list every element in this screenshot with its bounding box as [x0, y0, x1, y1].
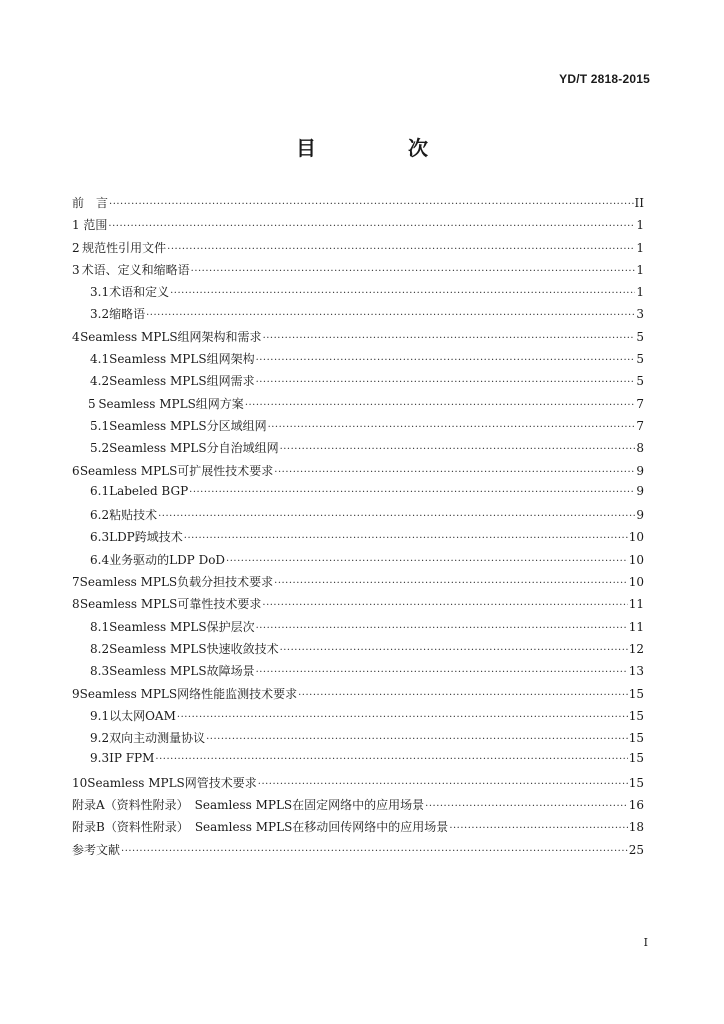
toc-entry-number: 4: [72, 329, 80, 344]
toc-entry-number: 6.3: [90, 530, 110, 545]
toc-leader-dots: [262, 600, 627, 611]
toc-entry-number: 1: [72, 218, 80, 233]
toc-entry-page: 5: [636, 329, 644, 344]
toc-entry[interactable]: [72, 372, 644, 394]
toc-entry-label: IP FPM: [109, 751, 155, 766]
toc-entry[interactable]: [72, 685, 644, 707]
toc-entry[interactable]: [72, 751, 644, 773]
toc-entry[interactable]: [72, 573, 644, 595]
toc-leader-dots: [425, 801, 628, 812]
toc-leader-dots: [256, 355, 636, 366]
toc-entry[interactable]: [72, 484, 644, 506]
toc-leader-dots: [256, 623, 628, 634]
toc-entry[interactable]: [72, 551, 644, 573]
toc-entry-label: 缩略语: [109, 307, 146, 322]
toc-entry-label: 术语和定义: [109, 285, 170, 300]
toc-entry[interactable]: [72, 707, 644, 729]
toc-entry-page: 15: [628, 731, 644, 746]
toc-entry-page: 1: [636, 285, 644, 300]
toc-entry-number: 5: [88, 396, 96, 411]
toc-entry-label: Seamless MPLS可靠性技术要求: [79, 597, 262, 612]
toc-entry-label: Seamless MPLS快速收敛技术: [109, 641, 279, 656]
toc-entry[interactable]: [72, 417, 644, 439]
toc-entry-page: 10: [628, 575, 644, 590]
toc-entry-page: 8: [636, 441, 644, 456]
toc-entry-label: 术语、定义和缩略语: [81, 262, 190, 277]
toc-entry-label: 以太网OAM: [109, 708, 176, 723]
toc-entry-number: 10: [72, 775, 88, 790]
toc-entry-number: 9.2: [90, 731, 110, 746]
toc-entry[interactable]: [72, 216, 644, 238]
toc-entry[interactable]: [72, 462, 644, 484]
toc-entry-label: 范围: [83, 218, 108, 233]
toc-entry-number: 2: [72, 240, 80, 255]
toc-entry-label: Seamless MPLS分区域组网: [109, 418, 267, 433]
toc-entry[interactable]: [72, 774, 644, 796]
toc-entry-label: 粘贴技术: [109, 508, 158, 523]
toc-leader-dots: [256, 377, 636, 388]
toc-leader-dots: [170, 288, 635, 299]
toc-entry-number: 9.1: [90, 708, 110, 723]
toc-leader-dots: [108, 221, 635, 232]
toc-entry-label: Seamless MPLS网管技术要求: [87, 775, 257, 790]
toc-entry-label: 附录B（资料性附录） Seamless MPLS在移动回传网络中的应用场景: [72, 820, 449, 835]
toc-leader-dots: [184, 533, 628, 544]
toc-entry-page: 16: [628, 798, 644, 813]
toc-entry[interactable]: [72, 283, 644, 305]
toc-leader-dots: [274, 467, 635, 478]
toc-leader-dots: [449, 823, 627, 834]
toc-leader-dots: [256, 667, 628, 678]
toc-leader-dots: [258, 779, 628, 790]
toc-entry-page: 15: [628, 686, 644, 701]
toc-entry-number: 6.1: [90, 483, 110, 498]
toc-entry-label: 附录A（资料性附录） Seamless MPLS在固定网络中的应用场景: [72, 798, 425, 813]
toc-entry-label: Labeled BGP: [109, 483, 189, 498]
toc-entry[interactable]: [72, 439, 644, 461]
toc-leader-dots: [280, 645, 628, 656]
toc-leader-dots: [280, 444, 636, 455]
toc-leader-dots: [189, 487, 635, 498]
toc-entry-page: 9: [636, 463, 644, 478]
toc-leader-dots: [167, 244, 635, 255]
toc-entry-number: 3.2: [90, 307, 110, 322]
toc-entry-page: 7: [636, 418, 644, 433]
toc-entry-label: 双向主动测量协议: [109, 731, 206, 746]
toc-entry-page: II: [634, 196, 644, 210]
toc-entry-page: 7: [636, 396, 644, 411]
toc-entry-page: 11: [628, 619, 644, 634]
toc-entry-label: Seamless MPLS组网需求: [109, 374, 255, 389]
toc-entry-page: 10: [628, 530, 644, 545]
toc-entry-number: 7: [72, 575, 80, 590]
toc-leader-dots: [177, 712, 628, 723]
toc-entry-page: 15: [628, 751, 644, 766]
page-title: 目 次: [296, 136, 464, 160]
toc-entry-page: 10: [628, 552, 644, 567]
toc-entry-label: Seamless MPLS分自治域组网: [109, 441, 279, 456]
page-number: I: [643, 936, 648, 949]
toc-leader-dots: [263, 333, 636, 344]
toc-entry[interactable]: [72, 506, 644, 528]
toc-leader-dots: [121, 846, 628, 857]
toc-entry-page: 5: [636, 374, 644, 389]
toc-leader-dots: [109, 199, 634, 210]
toc-leader-dots: [191, 266, 636, 277]
toc-entry-label: 前 言: [72, 196, 109, 210]
toc-entry-number: 5.1: [90, 418, 110, 433]
toc-entry[interactable]: [72, 261, 644, 283]
toc-entry[interactable]: [72, 305, 644, 327]
toc-entry[interactable]: [72, 796, 644, 818]
toc-entry-label: Seamless MPLS可扩展性技术要求: [79, 463, 274, 478]
toc-leader-dots: [274, 578, 628, 589]
toc-entry-page: 25: [628, 842, 644, 857]
toc-entry[interactable]: [72, 618, 644, 640]
toc-entry-page: 1: [636, 218, 644, 233]
toc-leader-dots: [268, 422, 636, 433]
toc-entry-label: Seamless MPLS组网架构: [109, 352, 255, 367]
toc-entry-label: Seamless MPLS组网方案: [98, 396, 244, 411]
toc-entry-label: Seamless MPLS组网架构和需求: [80, 329, 262, 344]
toc-entry-number: 9.3: [90, 751, 110, 766]
document-code: YD/T 2818-2015: [559, 72, 650, 86]
toc-entry[interactable]: [72, 595, 644, 617]
toc-entry-number: 8.3: [90, 664, 110, 679]
toc-leader-dots: [226, 556, 628, 567]
toc-entry[interactable]: [72, 350, 644, 372]
toc-entry-page: 15: [628, 708, 644, 723]
toc-entry[interactable]: [72, 239, 644, 261]
toc-entry[interactable]: [72, 841, 644, 863]
toc-entry-label: Seamless MPLS保护层次: [109, 619, 255, 634]
toc-entry-page: 1: [636, 262, 644, 277]
toc-entry-number: 8: [72, 597, 80, 612]
toc-leader-dots: [155, 754, 627, 765]
toc-entry-page: 3: [636, 307, 644, 322]
toc-entry[interactable]: [72, 640, 644, 662]
toc-leader-dots: [298, 690, 628, 701]
toc-entry-page: 1: [636, 240, 644, 255]
toc-entry-number: 6.4: [90, 552, 110, 567]
toc-entry-number: 9: [72, 686, 80, 701]
toc-entry-page: 13: [628, 664, 644, 679]
toc-entry-page: 5: [636, 352, 644, 367]
toc-entry[interactable]: [72, 528, 644, 550]
toc-entry-page: 11: [628, 597, 644, 612]
table-of-contents: [72, 194, 644, 863]
toc-entry[interactable]: [72, 729, 644, 751]
toc-entry-page: 12: [628, 641, 644, 656]
toc-leader-dots: [146, 310, 635, 321]
toc-entry-page: 9: [636, 483, 644, 498]
toc-leader-dots: [158, 511, 635, 522]
toc-entry-number: 6.2: [90, 508, 110, 523]
toc-entry-label: Seamless MPLS负载分担技术要求: [79, 575, 274, 590]
toc-entry-number: 8.2: [90, 641, 110, 656]
toc-entry[interactable]: [72, 194, 644, 216]
toc-entry-label: Seamless MPLS故障场景: [109, 664, 255, 679]
toc-entry[interactable]: [72, 818, 644, 840]
toc-entry-label: Seamless MPLS网络性能监测技术要求: [79, 686, 298, 701]
toc-entry-label: 规范性引用文件: [82, 240, 167, 255]
toc-entry-number: 5.2: [90, 441, 110, 456]
toc-entry-number: 4.1: [90, 352, 110, 367]
toc-entry-number: 3: [72, 262, 80, 277]
toc-entry[interactable]: [72, 662, 644, 684]
toc-entry-label: LDP跨域技术: [109, 530, 183, 545]
toc-leader-dots: [206, 734, 628, 745]
toc-entry[interactable]: [72, 395, 644, 417]
toc-entry-number: 4.2: [90, 374, 110, 389]
toc-entry-number: 8.1: [90, 619, 110, 634]
toc-entry-page: 15: [628, 775, 644, 790]
toc-entry-number: 3.1: [90, 285, 110, 300]
toc-entry-page: 9: [636, 508, 644, 523]
toc-leader-dots: [245, 400, 636, 411]
toc-entry-page: 18: [628, 820, 644, 835]
toc-entry-label: 参考文献: [72, 842, 121, 857]
toc-entry-label: 业务驱动的LDP DoD: [109, 552, 226, 567]
toc-entry-number: 6: [72, 463, 80, 478]
toc-entry[interactable]: [72, 328, 644, 350]
